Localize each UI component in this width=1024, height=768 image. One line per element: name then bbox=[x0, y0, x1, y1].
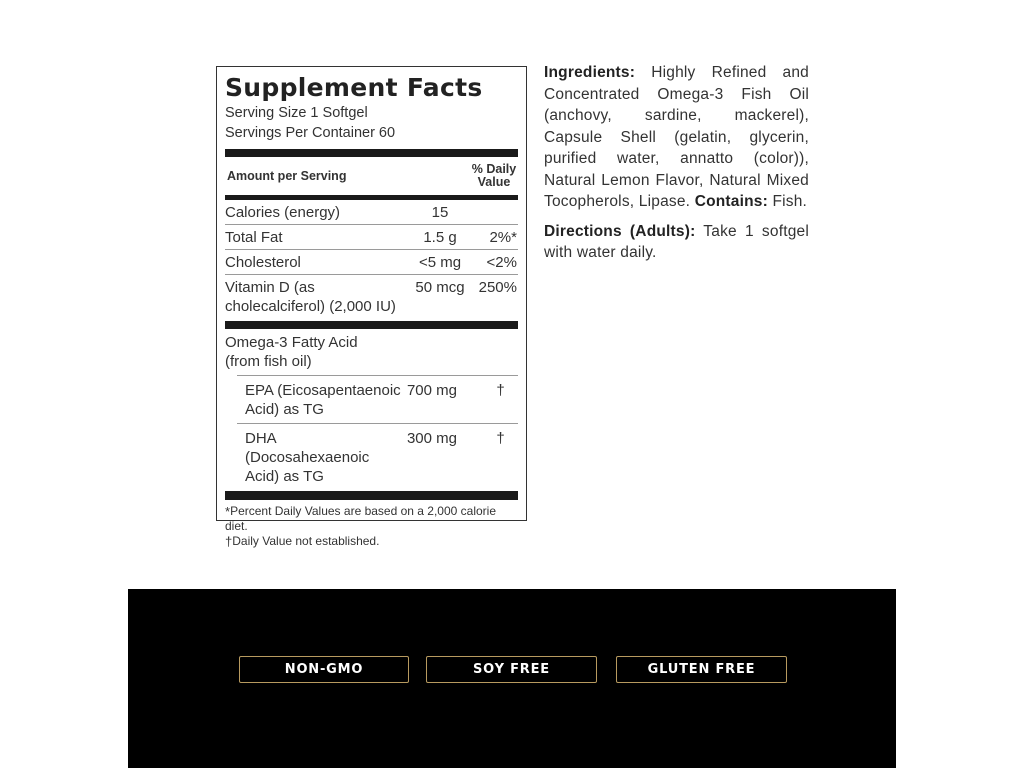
servings-per-container: Servings Per Container 60 bbox=[225, 125, 396, 141]
directions-text: Take 1 softgel with water daily. bbox=[544, 222, 809, 261]
footnote-daily-values: *Percent Daily Values are based on a 2,000 calorie diet. bbox=[225, 504, 497, 533]
omega-3-label: Omega-3 Fatty Acid (from fish oil) bbox=[225, 334, 358, 370]
footnote-not-established: †Daily Value not established. bbox=[225, 534, 380, 549]
badge-banner bbox=[128, 589, 896, 768]
product-info bbox=[544, 62, 809, 272]
facts-title: Supplement Facts bbox=[225, 73, 483, 102]
omega-sub-row: DHA (Docosahexaenoic Acid) as TG 300 mg † bbox=[245, 430, 505, 485]
divider-thick bbox=[225, 321, 518, 329]
contains-label: Contains: bbox=[694, 193, 768, 210]
footnotes bbox=[225, 500, 518, 549]
non-gmo-badge: NON-GMO bbox=[239, 656, 409, 683]
nutrient-row: Calories (energy) 15 bbox=[225, 200, 518, 225]
nutrient-row: Cholesterol <5 mg <2% bbox=[225, 250, 518, 275]
divider-thick bbox=[225, 491, 518, 500]
directions-label: Directions (Adults): bbox=[544, 222, 696, 240]
divider-thick bbox=[225, 149, 518, 157]
amount-header: Amount per Serving bbox=[227, 169, 347, 183]
amount-header-row bbox=[225, 157, 518, 195]
nutrient-row: Total Fat 1.5 g 2%* bbox=[225, 225, 518, 250]
daily-value-header: % Daily Value bbox=[471, 162, 517, 189]
directions-paragraph bbox=[544, 221, 809, 264]
contains-text: Fish. bbox=[767, 193, 808, 210]
ingredients-paragraph bbox=[544, 62, 809, 213]
omega-sub-row: EPA (Eicosapentaenoic Acid) as TG 700 mg † bbox=[237, 376, 518, 424]
gluten-free-badge: GLUTEN FREE bbox=[616, 656, 787, 683]
serving-size: Serving Size 1 Softgel bbox=[225, 105, 368, 121]
nutrient-row: Vitamin D (as cholecalciferol) (2,000 IU) 50 mcg 250% bbox=[225, 279, 517, 315]
ingredients-text: Highly Refined and Concentrated Omega-3 Fish Oil (anchovy, sardine, mackerel), Capsule Shell (gelatin, glycerin, purified water, annatto (color)), Natural Lemon Flavor, Natural Mixed Tocopherols, Lipase. bbox=[544, 64, 809, 210]
supplement-facts-panel bbox=[216, 66, 527, 549]
soy-free-badge: SOY FREE bbox=[426, 656, 597, 683]
ingredients-label: Ingredients: bbox=[544, 64, 636, 81]
